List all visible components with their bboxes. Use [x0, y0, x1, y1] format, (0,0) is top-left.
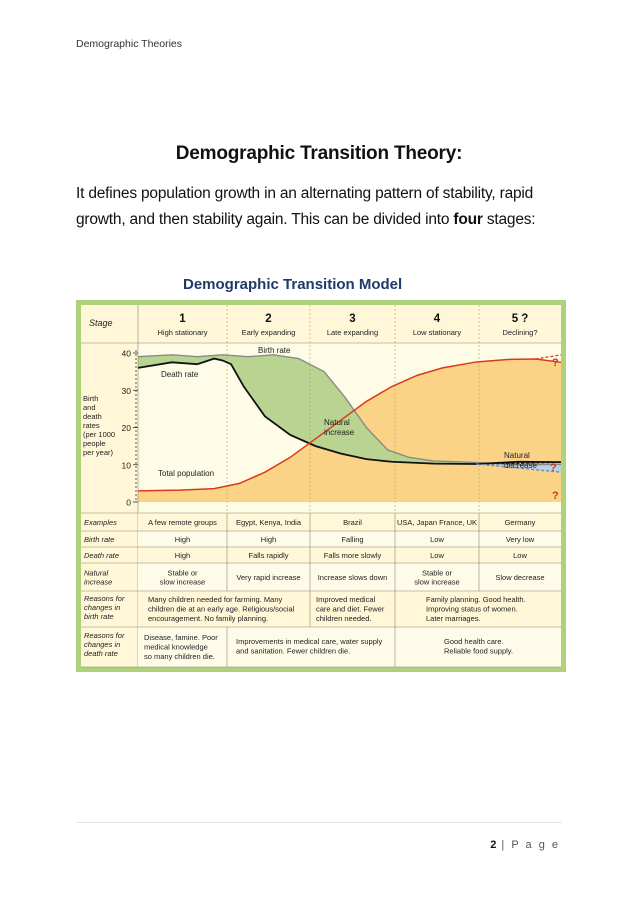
- row-label: Birth rate: [84, 535, 115, 544]
- reason-text: medical knowledge: [144, 642, 208, 652]
- reason-text: encouragement. No family planning.: [148, 614, 269, 623]
- table-cell: Low: [513, 551, 527, 560]
- reason-text: and sanitation. Fewer children die.: [236, 646, 351, 656]
- y-axis-label: per year): [83, 448, 114, 457]
- stage-label: Stage: [89, 318, 113, 328]
- stage-name: Declining?: [502, 328, 538, 337]
- stage-number: 5 ?: [511, 313, 529, 325]
- y-axis-label: people: [83, 439, 106, 448]
- reason-text: Improving status of women.: [426, 604, 518, 614]
- table-cell: Germany: [504, 518, 536, 527]
- table-cell: Stable or: [167, 568, 198, 578]
- table-cell: slow increase: [159, 577, 206, 587]
- intro-text-end: stages:: [482, 211, 536, 228]
- y-axis-label: rates: [83, 421, 100, 430]
- natural-increase-label: increase: [324, 428, 355, 437]
- intro-text: It defines population growth in an alternating pattern of stability, rapid growth, and then stability again. This can be divided into: [76, 185, 534, 228]
- table-cell: High: [260, 535, 277, 544]
- reason-text: care and diet. Fewer: [316, 604, 385, 614]
- table-cell: USA, Japan France, UK: [396, 518, 478, 527]
- table-cell: Very low: [505, 535, 535, 544]
- y-axis-label: death: [83, 412, 102, 421]
- stage-header-bg: [81, 305, 561, 343]
- stage-name: Early expanding: [241, 328, 296, 337]
- y-tick-label: 30: [121, 385, 131, 396]
- natural-decrease-label: decrease: [504, 461, 537, 470]
- table-cell: Low: [430, 535, 444, 544]
- page-number: 2 | P a g e: [490, 839, 560, 851]
- row-label: Natural: [84, 568, 109, 578]
- row-label: Reasons for: [84, 594, 125, 603]
- table-cell: Low: [430, 551, 444, 560]
- intro-bold: four: [453, 211, 483, 228]
- y-tick-label: 0: [126, 497, 131, 508]
- table-cell: Slow decrease: [495, 573, 545, 582]
- row-label: Examples: [84, 518, 117, 527]
- reason-text: children needed.: [316, 614, 372, 623]
- table-cell: Egypt, Kenya, India: [235, 518, 302, 527]
- natural-decrease-label: Natural: [504, 451, 530, 460]
- reason-text: Many children needed for farming. Many: [148, 595, 283, 604]
- stage-name: High stationary: [157, 328, 208, 337]
- row-label: changes in: [84, 603, 121, 612]
- row-label: death rate: [84, 649, 118, 658]
- row-label: Death rate: [84, 551, 120, 560]
- page-header: Demographic Theories: [76, 38, 183, 50]
- stage-number: 2: [265, 313, 272, 325]
- page-title: Demographic Transition Theory:: [175, 143, 463, 164]
- table-cell: Increase slows down: [317, 573, 388, 582]
- death-rate-label: Death rate: [161, 370, 199, 379]
- reason-text: children die at an early age. Religious/social: [148, 604, 295, 614]
- table-cell: High: [174, 535, 191, 544]
- row-label: increase: [84, 577, 113, 587]
- table-cell: slow increase: [414, 577, 460, 587]
- reason-text: so many children die.: [144, 652, 215, 661]
- y-axis-label: and: [83, 403, 96, 412]
- question-mark: ?: [550, 462, 557, 474]
- demographic-transition-figure: [76, 300, 566, 672]
- y-tick-label: 20: [121, 423, 131, 433]
- table-cell: A few remote groups: [148, 518, 217, 527]
- question-mark: ?: [552, 357, 559, 369]
- row-label: Reasons for: [84, 631, 125, 640]
- row-label: birth rate: [84, 612, 114, 621]
- total-population-label: Total population: [158, 469, 215, 478]
- table-cell: Stable or: [421, 568, 453, 578]
- reason-text: Later marriages.: [426, 614, 481, 623]
- reason-text: Family planning. Good health.: [426, 595, 526, 604]
- y-tick-label: 10: [121, 460, 131, 471]
- table-cell: High: [174, 551, 191, 560]
- stage-number: 3: [349, 313, 356, 325]
- table-cell: Brazil: [343, 518, 362, 527]
- intro-paragraph: [76, 181, 566, 233]
- reason-text: Improved medical: [316, 595, 376, 604]
- reason-text: Good health care.: [444, 637, 504, 646]
- table-cell: Falls more slowly: [323, 551, 382, 560]
- stage-number: 4: [433, 313, 441, 325]
- row-label: changes in: [84, 640, 121, 649]
- birth-rate-label: Birth rate: [258, 346, 291, 355]
- reason-text: Reliable food supply.: [444, 646, 514, 656]
- table-cell: Falls rapidly: [248, 551, 289, 560]
- question-mark: ?: [552, 490, 559, 502]
- table-cell: Falling: [341, 535, 364, 544]
- y-axis-label: Birth: [83, 394, 99, 403]
- reason-text: Disease, famine. Poor: [144, 633, 218, 642]
- y-axis-label: (per 1000: [83, 430, 116, 439]
- natural-increase-label: Natural: [324, 418, 350, 427]
- table-cell: Very rapid increase: [236, 573, 301, 582]
- stage-name: Late expanding: [326, 328, 379, 337]
- reason-text: Improvements in medical care, water supply: [236, 637, 383, 646]
- chart-title: Demographic Transition Model: [183, 276, 403, 293]
- y-tick-label: 40: [121, 348, 131, 359]
- footer-divider: [76, 822, 562, 823]
- stage-name: Low stationary: [412, 328, 462, 337]
- stage-number: 1: [179, 313, 186, 325]
